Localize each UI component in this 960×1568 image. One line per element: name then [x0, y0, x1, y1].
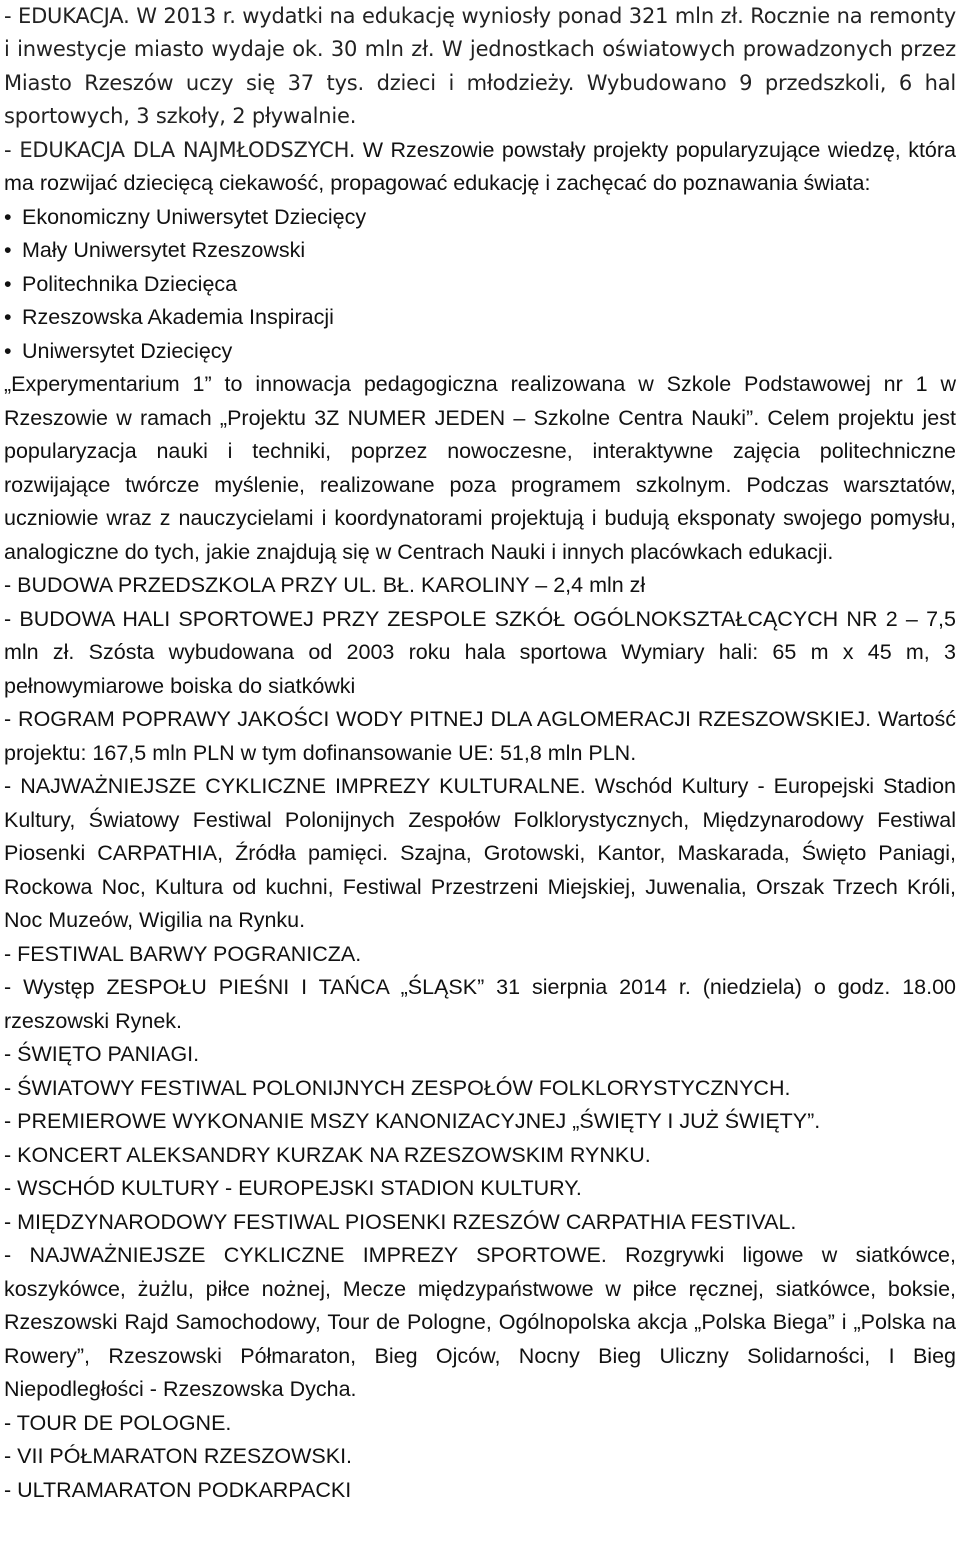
list-item: • Uniwersytet Dziecięcy — [4, 335, 956, 369]
paragraph-carpathia: - MIĘDZYNARODOWY FESTIWAL PIOSENKI RZESZÓW CARPATHIA FESTIVAL. — [4, 1209, 797, 1234]
paragraph-mass-premiere: - PREMIEROWE WYKONANIE MSZY KANONIZACYJNEJ „ŚWIĘTY I JUŻ ŚWIĘTY”. — [4, 1109, 821, 1134]
paragraph-education-youngest — [4, 134, 956, 201]
paragraph-experymentarium: „Experymentarium 1” to innowacja pedagogiczna realizowana w Szkole Podstawowej nr 1 w Rzeszowie w ramach „Projektu 3Z NUMER JEDEN – Szkolne Centra Nauki”. Celem projektu jest popularyzacja nauki i techniki, poprzez nowoczesne, interaktywne zajęcia politechniczne rozwijające twórcze myślenie, realizowane poza programem szkolnym. Podczas warsztatów, uczniowie wraz z nauczycielami i koordynatorami projektują i budują eksponaty swojego pomysłu, analogiczne do tych, jakie znajdują się w Centrach Nauki i innych placówkach edukacji. — [4, 372, 956, 564]
education-youngest-text: W Rzeszowie powstały projekty popularyzujące wiedzę, która ma rozwijać dziecięcą ciekawość, propagować edukację i zachęcać do poznawania świata: — [4, 137, 957, 196]
list-item: • Politechnika Dziecięca — [4, 268, 956, 302]
paragraph-kurzak-concert: - KONCERT ALEKSANDRY KURZAK NA RZESZOWSKIM RYNKU. — [4, 1142, 651, 1167]
paragraph-slask-concert: - Występ ZESPOŁU PIEŚNI I TAŃCA „ŚLĄSK” 31 sierpnia 2014 r. (niedziela) o godz. 18.00 rzeszowski Rynek. — [4, 975, 956, 1033]
paragraph-education: - EDUKACJA. W 2013 r. wydatki na edukację wyniosły ponad 321 mln zł. Rocznie na remonty i inwestycje miasto wydaje ok. 30 mln zł. W jednostkach oświatowych prowadzonych przez Miasto Rzeszów uczy się 37 tys. dzieci i młodzieży. Wybudowano 9 przedszkoli, 6 hal sportowych, 3 szkoły, 2 pływalnie. — [4, 4, 956, 129]
paragraph-tour-de-pologne: - TOUR DE POLOGNE. — [4, 1410, 232, 1435]
paragraph-ultramarathon: - ULTRAMARATON PODKARPACKI — [4, 1477, 352, 1502]
paragraph-swieto-paniagi: - ŚWIĘTO PANIAGI. — [4, 1042, 200, 1067]
list-item: • Rzeszowska Akademia Inspiracji — [4, 301, 956, 335]
document-page — [4, 0, 956, 1507]
education-youngest-heading: - EDUKACJA DLA NAJMŁODSZYCH. — [4, 137, 356, 162]
paragraph-half-marathon: - VII PÓŁMARATON RZESZOWSKI. — [4, 1444, 353, 1469]
paragraph-festival-barwy: - FESTIWAL BARWY POGRANICZA. — [4, 941, 362, 966]
paragraph-sports-hall: - BUDOWA HALI SPORTOWEJ PRZY ZESPOLE SZKÓŁ OGÓLNOKSZTAŁCĄCYCH NR 2 – 7,5 mln zł. Szósta wybudowana od 2003 roku hala sportowa Wymiary hali: 65 m x 45 m, 3 pełnowymiarowe boiska do siatkówki — [4, 606, 956, 698]
paragraph-sport-events: - NAJWAŻNIEJSZE CYKLICZNE IMPREZY SPORTOWE. Rozgrywki ligowe w siatkówce, koszykówce, żużlu, piłce nożnej, Mecze międzypaństwowe w piłce ręcznej, siatkówce, boksie, Rzeszowski Rajd Samochodowy, Tour de Pologne, Ogólnopolska akcja „Polska Biega” i „Polska na Rowery”, Rzeszowski Półmaraton, Bieg Ojców, Nocny Bieg Uliczny Solidarności, I Bieg Niepodległości - Rzeszowska Dycha. — [4, 1243, 956, 1402]
paragraph-polonia-festival: - ŚWIATOWY FESTIWAL POLONIJNYCH ZESPOŁÓW FOLKLORYSTYCZNYCH. — [4, 1075, 791, 1100]
paragraph-wschod-kultury: - WSCHÓD KULTURY - EUROPEJSKI STADION KULTURY. — [4, 1176, 582, 1201]
paragraph-cultural-events: - NAJWAŻNIEJSZE CYKLICZNE IMPREZY KULTURALNE. Wschód Kultury - Europejski Stadion Kultury, Światowy Festiwal Polonijnych Zespołów Folklorystycznych, Międzynarodowy Festiwal Piosenki CARPATHIA, Źródła pamięci. Szajna, Grotowski, Kantor, Maskarada, Święto Paniagi, Rockowa Noc, Kultura od kuchni, Festiwal Przestrzeni Miejskiej, Juwenalia, Orszak Trzech Króli, Noc Muzeów, Wigilia na Rynku. — [4, 774, 956, 933]
children-university-list — [4, 201, 956, 369]
paragraph-kindergarten: - BUDOWA PRZEDSZKOLA PRZY UL. BŁ. KAROLINY – 2,4 mln zł — [4, 573, 646, 598]
list-item: • Ekonomiczny Uniwersytet Dziecięcy — [4, 201, 956, 235]
paragraph-water-program: - ROGRAM POPRAWY JAKOŚCI WODY PITNEJ DLA AGLOMERACJI RZESZOWSKIEJ. Wartość projektu: 167,5 mln PLN w tym dofinansowanie UE: 51,8 mln PLN. — [4, 707, 956, 765]
list-item: • Mały Uniwersytet Rzeszowski — [4, 234, 956, 268]
